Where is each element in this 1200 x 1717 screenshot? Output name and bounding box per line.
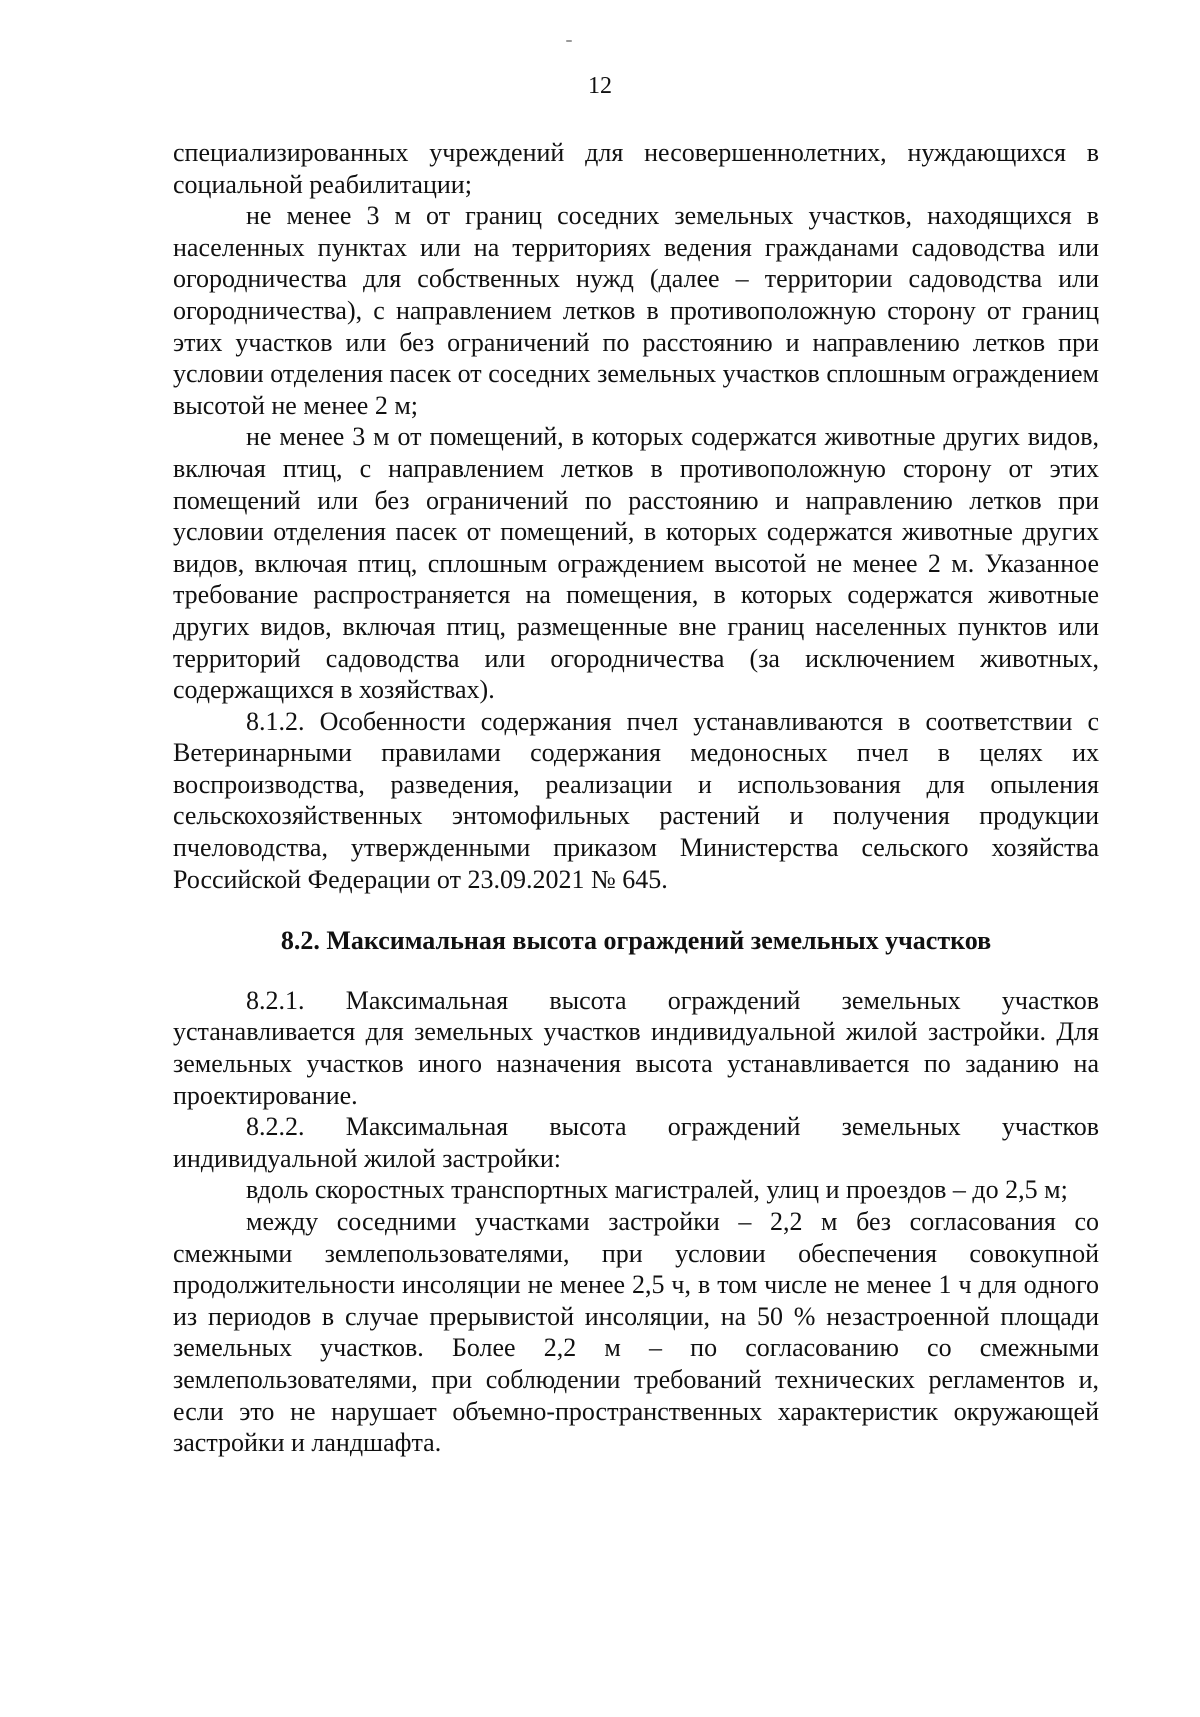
paragraph-8-2-2: 8.2.2. Максимальная высота ограждений земельных участков индивидуальной жилой застройки:: [173, 1112, 1099, 1173]
paragraph-8-1-2: 8.1.2. Особенности содержания пчел устанавливаются в соответствии с Ветеринарными правилами содержания медоносных пчел в целях их воспроизводства, разведения, реализации и использования для опыления сельскохозяйственных энтомофильных растений и получения продукции пчеловодства, утвержденными приказом Министерства сельского хозяйства Российской Федерации от 23.09.2021 № 645.: [173, 706, 1099, 894]
paragraph-8-2-1: 8.2.1. Максимальная высота ограждений земельных участков устанавливается для земельных участков индивидуальной жилой застройки. Для земельных участков иного назначения высота устанавливается по заданию на проектирование.: [173, 985, 1099, 1110]
page-number: 12: [588, 73, 612, 99]
paragraph-neighbors-limit: между соседними участками застройки – 2,2 м без согласования со смежными землепользователями, при условии обеспечения совокупной продолжительности инсоляции не менее 2,5 ч, в том числе не менее 1 ч для одного из периодов в случае прерывистой инсоляции, на 50 % незастроенной площади земельных участков. Более 2,2 м – по согласованию со смежными землепользователями, при соблюдении требований технических регламентов и, если это не нарушает объемно-пространственных характеристик окружающей застройки и ландшафта.: [173, 1207, 1099, 1458]
paragraph-neighbor-plots: не менее 3 м от границ соседних земельных участков, находящихся в населенных пунктах или на территориях ведения гражданами садоводства или огородничества для собственных нужд (далее – территории садоводства или огородничества), с направлением летков в противоположную сторону от границ этих участков или без ограничений по расстоянию и направлению летков при условии отделения пасек от соседних земельных участков сплошным ограждением высотой не менее 2 м;: [173, 201, 1099, 420]
paragraph-roads-limit: вдоль скоростных транспортных магистралей, улиц и проездов – до 2,5 м;: [246, 1175, 1068, 1205]
paragraph-continuation: специализированных учреждений для несовершеннолетних, нуждающихся в социальной реабилитации;: [173, 138, 1099, 199]
section-heading-8-2: 8.2. Максимальная высота ограждений земельных участков: [280, 926, 992, 956]
document-body: [173, 137, 1099, 1459]
scan-speck: [566, 40, 572, 42]
paragraph-animal-premises: не менее 3 м от помещений, в которых содержатся животные других видов, включая птиц, с направлением летков в противоположную сторону от этих помещений или без ограничений по расстоянию и направлению летков при условии отделения пасек от помещений, в которых содержатся животные других видов, включая птиц, сплошным ограждением высотой не менее 2 м. Указанное требование распространяется на помещения, в которых содержатся животные других видов, включая птиц, размещенные вне границ населенных пунктов или территорий садоводства или огородничества (за исключением животных, содержащихся в хозяйствах).: [173, 422, 1099, 705]
